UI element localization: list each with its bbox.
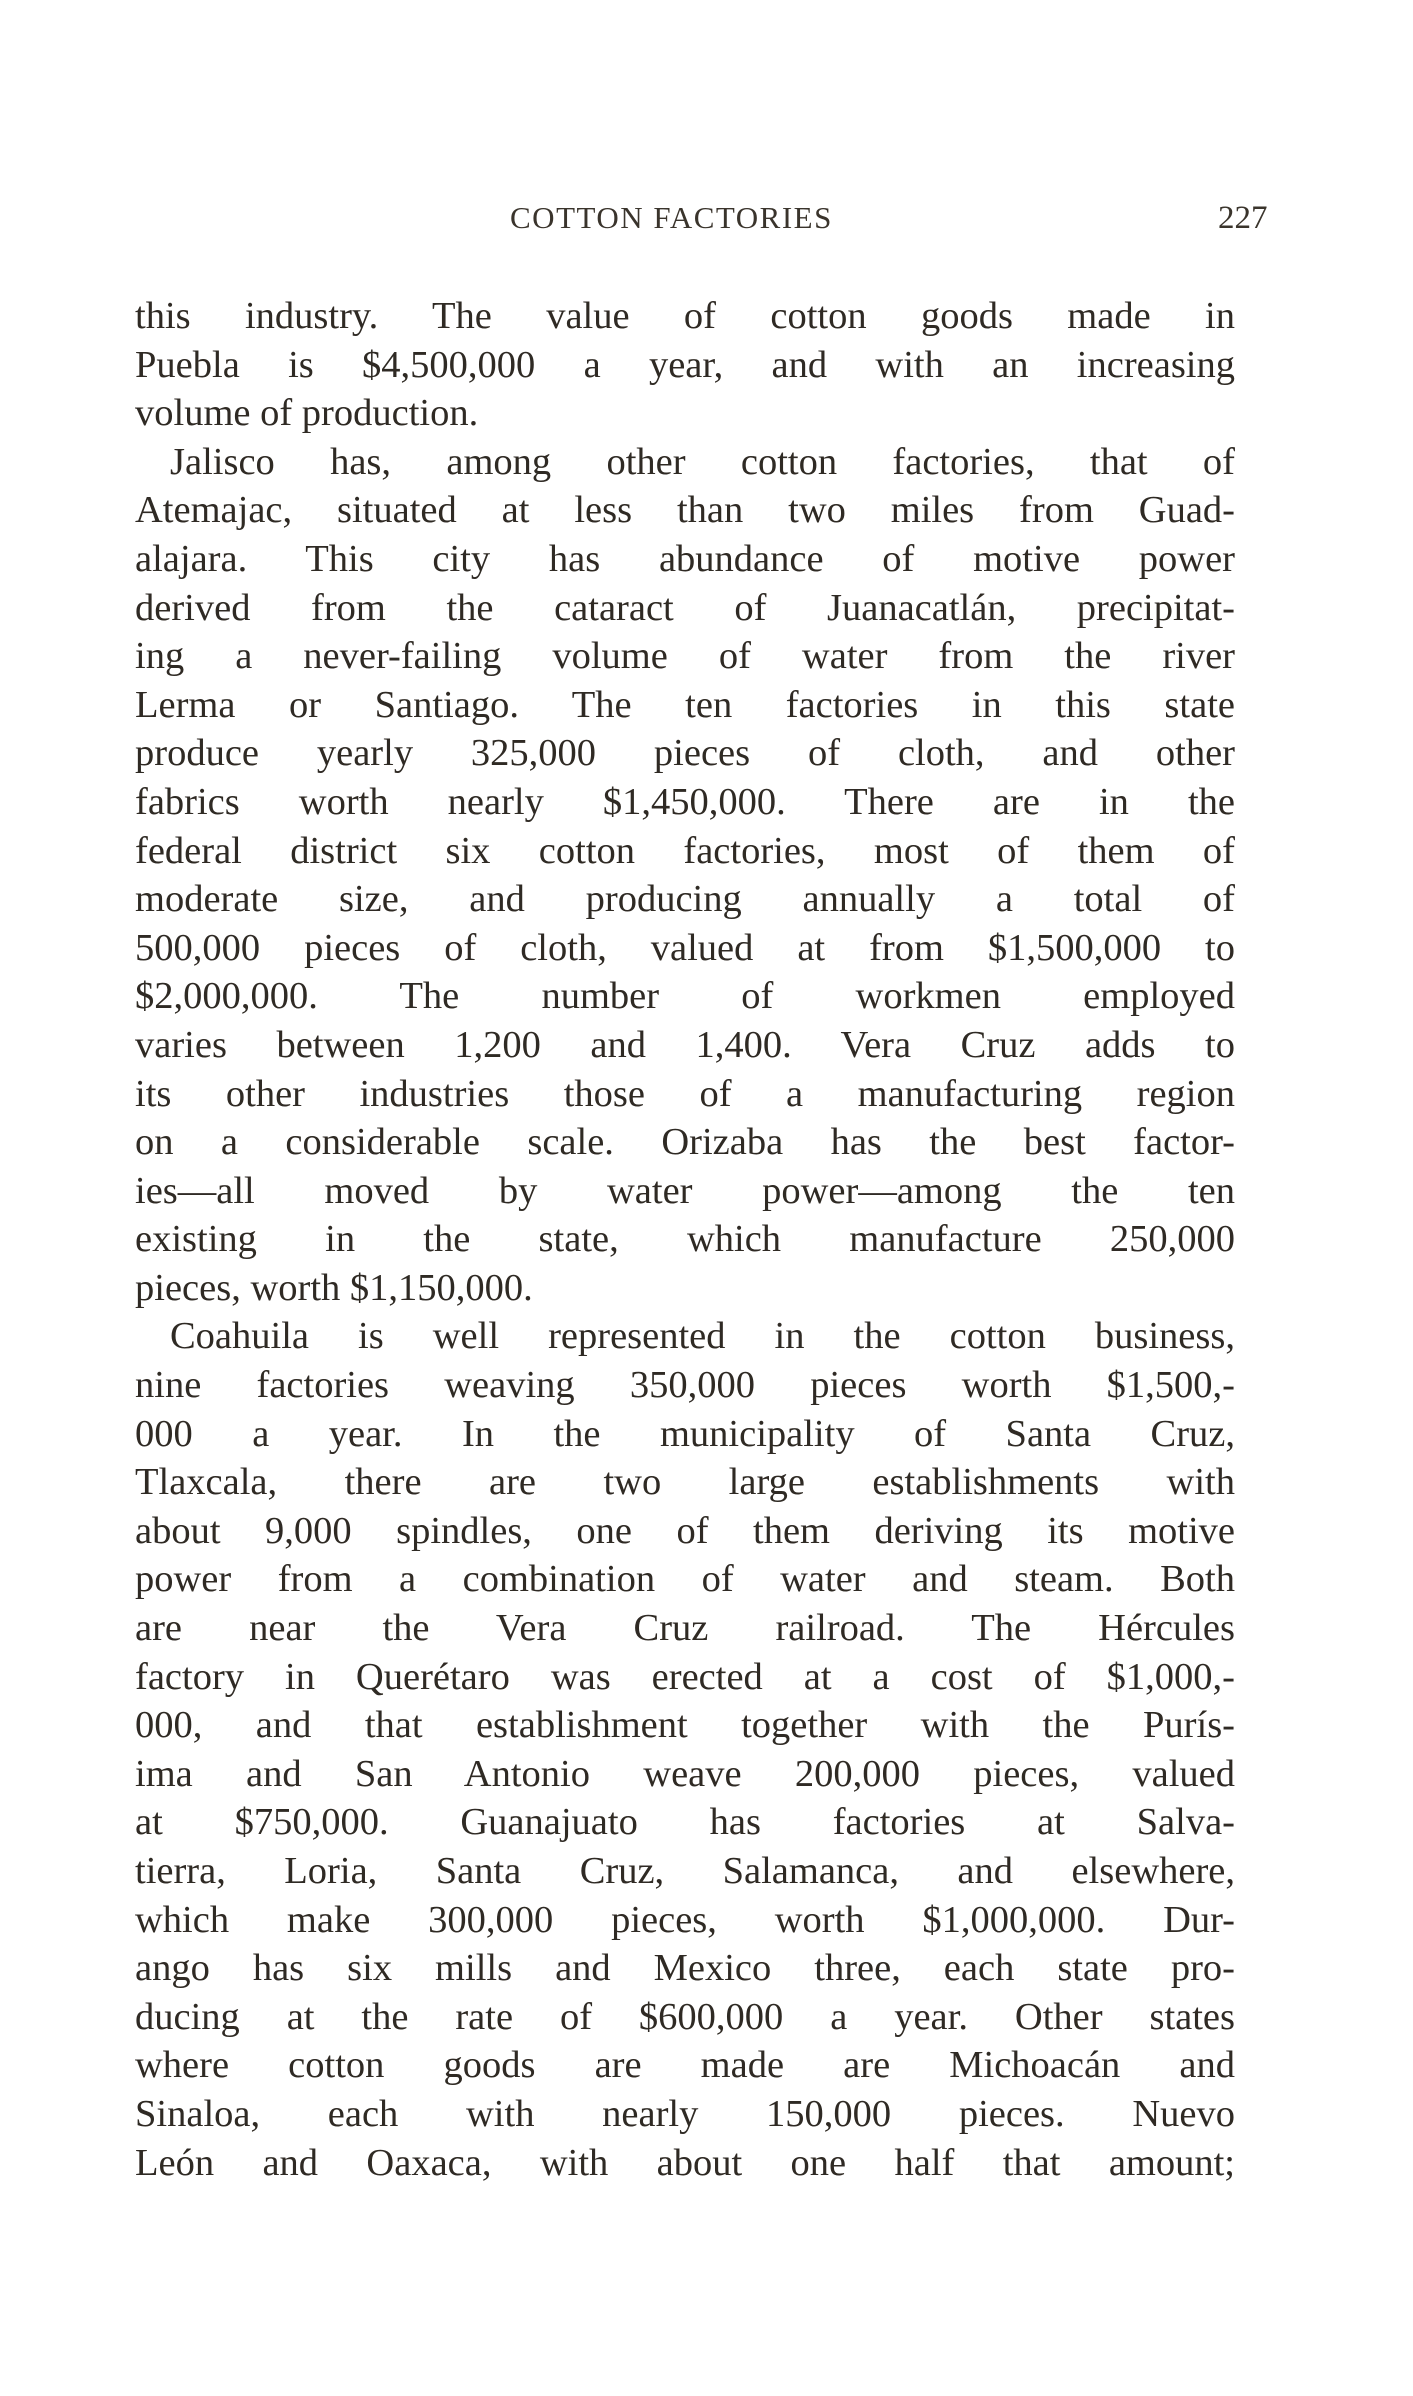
text-line: power from a combination of water and steam. Both <box>135 1558 1235 1601</box>
text-line: Tlaxcala, there are two large establishments with <box>135 1461 1235 1504</box>
text-line: derived from the cataract of Juanacatlán, precipitat- <box>135 586 1235 629</box>
text-line: tierra, Loria, Santa Cruz, Salamanca, and elsewhere, <box>135 1850 1235 1892</box>
text-line: produce yearly 325,000 pieces of cloth, and other <box>135 732 1235 775</box>
text-line: existing in the state, which manufacture 250,000 <box>135 1218 1235 1261</box>
text-line: Sinaloa, each with nearly 150,000 pieces. Nuevo <box>135 2092 1235 2135</box>
text-line: Coahuila is well represented in the cotton business, <box>170 1315 1235 1358</box>
running-head-title: COTTON FACTORIES <box>510 200 833 235</box>
text-line: $2,000,000. The number of workmen employed <box>135 975 1235 1018</box>
text-line: ducing at the rate of $600,000 a year. Other states <box>135 1995 1235 2038</box>
text-line: about 9,000 spindles, one of them deriving its motive <box>135 1509 1235 1552</box>
text-line: varies between 1,200 and 1,400. Vera Cruz adds to <box>135 1023 1235 1066</box>
text-line: Puebla is $4,500,000 a year, and with an increasing <box>135 343 1235 386</box>
body-text <box>135 292 1235 2187</box>
text-line: 000 a year. In the municipality of Santa Cruz, <box>135 1412 1235 1455</box>
text-line: 000, and that establishment together with the Purís- <box>135 1704 1235 1747</box>
text-line: fabrics worth nearly $1,450,000. There are in the <box>135 780 1235 823</box>
text-line: on a considerable scale. Orizaba has the best factor- <box>135 1121 1235 1164</box>
text-line: alajara. This city has abundance of motive power <box>135 537 1235 580</box>
text-line: ango has six mills and Mexico three, each state pro- <box>135 1947 1235 1990</box>
text-line: pieces, worth $1,150,000. <box>135 1266 533 1309</box>
text-line: volume of production. <box>135 392 479 435</box>
text-line: ing a never-failing volume of water from the river <box>135 635 1235 678</box>
text-line: this industry. The value of cotton goods made in <box>135 295 1235 337</box>
text-line: Lerma or Santiago. The ten factories in this state <box>135 683 1235 726</box>
text-line: its other industries those of a manufacturing region <box>135 1072 1235 1115</box>
text-line: federal district six cotton factories, most of them of <box>135 829 1235 872</box>
text-line: which make 300,000 pieces, worth $1,000,000. Dur- <box>135 1898 1235 1941</box>
text-line: ies—all moved by water power—among the ten <box>135 1169 1235 1212</box>
text-line: nine factories weaving 350,000 pieces worth $1,500,- <box>135 1364 1235 1407</box>
text-line: ima and San Antonio weave 200,000 pieces, valued <box>135 1752 1235 1795</box>
text-line: moderate size, and producing annually a total of <box>135 878 1235 921</box>
text-line: factory in Querétaro was erected at a cost of $1,000,- <box>135 1655 1235 1698</box>
text-line: León and Oaxaca, with about one half that amount; <box>135 2141 1235 2184</box>
text-line: Atemajac, situated at less than two miles from Guad- <box>135 489 1235 532</box>
text-line: where cotton goods are made are Michoacán and <box>135 2044 1235 2087</box>
text-line: Jalisco has, among other cotton factories, that of <box>170 440 1235 483</box>
page-number: 227 <box>1218 200 1268 236</box>
text-line: at $750,000. Guanajuato has factories at Salva- <box>135 1801 1235 1844</box>
text-line: are near the Vera Cruz railroad. The Hércules <box>135 1607 1235 1650</box>
text-line: 500,000 pieces of cloth, valued at from $1,500,000 to <box>135 926 1235 969</box>
